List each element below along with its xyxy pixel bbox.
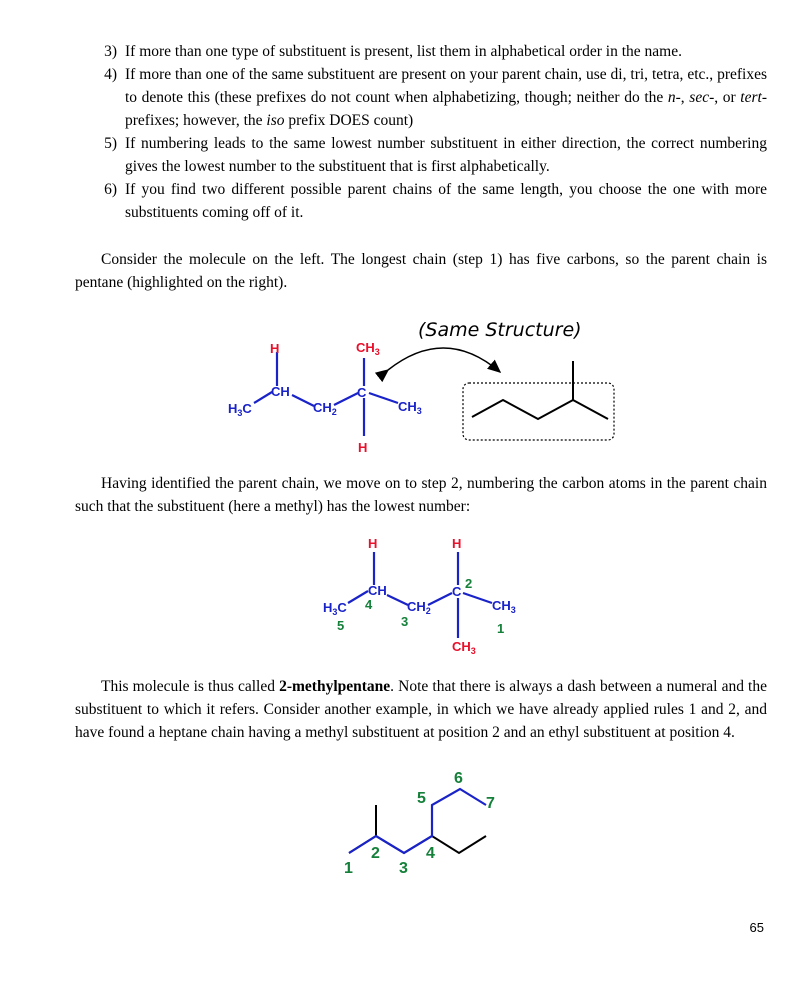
label-ch2: $CH_2$ (407, 599, 431, 616)
number-label: 1 (344, 860, 353, 877)
number-label: 7 (486, 795, 495, 812)
caption-same-structure: (Same Structure) (418, 319, 582, 341)
number-label: 6 (454, 770, 463, 787)
number-label: 5 (417, 790, 426, 807)
rules-list (75, 40, 767, 224)
label-ch3-bottom: $CH_3$ (452, 639, 476, 656)
skeletal-chain (472, 400, 608, 419)
rule-item: 5) If numbering leads to the same lowest number substituent in either direction, the correct numbering gives the lowest number to the substituent that is first alphabetically. (104, 135, 767, 175)
label-h-top: H (270, 341, 280, 356)
label-h-left: H (368, 536, 378, 551)
paragraph: This molecule is thus called 2-methylpentane. Note that there is always a dash between a numeral and the substituent to which it refers. Consider another example, in which we have already applied rules 1 and 2, and have found a heptane chain having a methyl substituent at position 2 and an ethyl substituent at position 4. (75, 678, 767, 741)
paragraph: Consider the molecule on the left. The longest chain (step 1) has five carbons, so the parent chain is pentane (highlighted on the right). (75, 251, 767, 291)
label-ch2: $CH_2$ (313, 400, 337, 417)
number-label: 3 (401, 614, 409, 629)
number-label: 2 (371, 845, 380, 862)
highlight-box (463, 383, 614, 440)
label-c: C (452, 584, 462, 599)
label-ch: CH (271, 384, 290, 399)
number-label: 3 (399, 860, 408, 877)
label-h-right: H (452, 536, 462, 551)
paragraph: Having identified the parent chain, we move on to step 2, numbering the carbon atoms in the parent chain such that the substituent (here a methyl) has the lowest number: (75, 475, 767, 515)
number-label: 4 (365, 597, 373, 612)
number-label: 1 (497, 621, 505, 636)
double-arrow-icon (388, 348, 500, 372)
label-ch3-right: $CH_3$ (492, 598, 516, 615)
figure-heptane-chain (0, 765, 806, 880)
label-ch: CH (368, 583, 387, 598)
chain-numbers (344, 770, 495, 877)
rule-item: 4) If more than one of the same substituent are present on your parent chain, use di, tri, tetra, etc., prefixes to denote this (these prefixes do not count when alphabetizing, though; neither do the n-, sec-, or tert- prefixes; however, the iso prefix DOES count) (104, 66, 767, 129)
number-label: 2 (465, 576, 473, 591)
page-number: 65 (749, 920, 764, 935)
rule-item: 6) If you find two different possible parent chains of the same length, you choose the one with more substituents coming off of it. (104, 181, 767, 221)
label-ch3-right: $CH_3$ (398, 399, 422, 416)
label-ch3-top: $CH_3$ (356, 340, 380, 357)
number-label: 5 (337, 618, 345, 633)
figure-numbered-chain (0, 530, 806, 665)
rule-item: 3) If more than one type of substituent is present, list them in alphabetical order in the name. (104, 43, 682, 60)
figure-structure-comparison (0, 300, 806, 470)
label-h3c: $H_3C$ (228, 401, 252, 418)
label-h3c: $H_3C$ (323, 600, 347, 617)
label-h-bottom: H (358, 440, 368, 455)
number-label: 4 (426, 845, 435, 862)
label-c: C (357, 385, 367, 400)
